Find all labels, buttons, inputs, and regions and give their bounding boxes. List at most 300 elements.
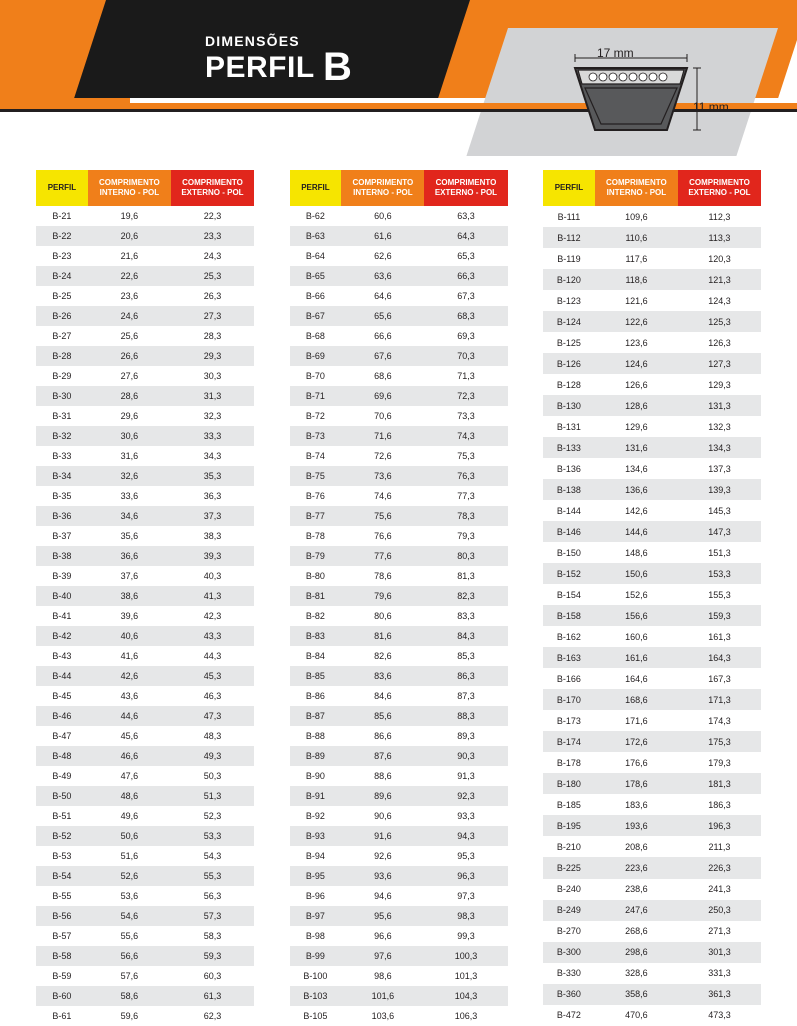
table-row [290,266,508,286]
table-row [543,963,761,984]
table-header-3 [543,170,761,206]
cell-comprimento-interno: 20,6 [120,231,139,241]
cell-comprimento-externo: 34,3 [203,451,222,461]
cell-comprimento-externo: 99,3 [457,931,475,941]
cell-comprimento-externo: 66,3 [457,271,475,281]
cell-perfil: B-360 [556,989,581,1000]
cell-comprimento-interno: 193,6 [625,820,648,831]
table-row [543,500,761,521]
cell-comprimento-interno: 126,6 [625,379,648,390]
cell-perfil: B-43 [52,651,72,661]
cell-perfil: B-150 [556,547,581,558]
cell-comprimento-externo: 100,3 [454,951,478,961]
cell-perfil: B-82 [305,611,325,621]
table-row [290,526,508,546]
cell-comprimento-interno: 171,6 [625,715,648,726]
cell-comprimento-interno: 78,6 [374,571,392,581]
table-row [543,794,761,815]
table-row [36,546,254,566]
table-row [36,886,254,906]
table-row [290,586,508,606]
cell-perfil: B-130 [556,400,581,411]
table-row [36,966,254,986]
cell-perfil: B-249 [556,905,581,916]
belt-cross-section-icon [545,30,760,150]
cell-perfil: B-180 [556,778,581,789]
cell-comprimento-interno: 124,6 [625,358,648,369]
cell-comprimento-interno: 50,6 [120,831,139,841]
cell-comprimento-externo: 92,3 [457,791,475,801]
table-row [290,566,508,586]
table-row [543,626,761,647]
cell-perfil: B-66 [305,291,325,301]
cell-perfil: B-195 [556,820,581,831]
cell-perfil: B-126 [556,358,581,369]
table-row [543,984,761,1005]
cell-comprimento-externo: 31,3 [203,391,222,401]
cell-comprimento-interno: 37,6 [120,571,139,581]
cell-perfil: B-77 [305,511,325,521]
cell-comprimento-interno: 51,6 [120,851,139,861]
cell-perfil: B-146 [556,526,581,537]
cell-comprimento-interno: 80,6 [374,611,392,621]
cell-perfil: B-29 [52,371,72,381]
cell-perfil: B-89 [305,751,325,761]
cell-comprimento-externo: 159,3 [708,610,731,621]
cell-perfil: B-69 [305,351,325,361]
cell-comprimento-interno: 117,6 [625,253,648,264]
table-row [290,666,508,686]
belt-diagram [545,30,760,150]
cell-comprimento-interno: 24,6 [120,311,139,321]
table-row [290,766,508,786]
cell-comprimento-externo: 64,3 [457,231,475,241]
cell-perfil: B-64 [305,251,325,261]
cell-comprimento-externo: 58,3 [203,931,222,941]
cell-comprimento-externo: 96,3 [457,871,475,881]
cell-perfil: B-128 [556,379,581,390]
cell-comprimento-externo: 37,3 [203,511,222,521]
cell-comprimento-externo: 42,3 [203,611,222,621]
cell-comprimento-interno: 144,6 [625,526,648,537]
cell-perfil: B-50 [52,791,72,801]
cell-comprimento-interno: 150,6 [625,568,648,579]
table-row [290,466,508,486]
cell-comprimento-interno: 109,6 [625,211,648,222]
table-row [543,773,761,794]
cell-perfil: B-40 [52,591,72,601]
cell-comprimento-externo: 57,3 [203,911,222,921]
cell-comprimento-interno: 68,6 [374,371,392,381]
cell-comprimento-externo: 112,3 [708,211,731,222]
cell-comprimento-externo: 175,3 [708,736,731,747]
cell-comprimento-externo: 48,3 [203,731,222,741]
cell-perfil: B-27 [52,331,72,341]
cell-comprimento-interno: 94,6 [374,891,392,901]
cell-comprimento-externo: 90,3 [457,751,475,761]
table-row [36,806,254,826]
dimension-table-1 [36,170,254,1026]
cell-comprimento-externo: 104,3 [454,991,478,1001]
cell-comprimento-interno: 48,6 [120,791,139,801]
cell-comprimento-interno: 57,6 [120,971,139,981]
column-header-interno: COMPRIMENTO INTERNO - POL [341,170,424,206]
cell-comprimento-externo: 71,3 [457,371,475,381]
column-header-perfil: PERFIL [543,170,595,206]
cell-comprimento-interno: 128,6 [625,400,648,411]
cell-perfil: B-60 [52,991,72,1001]
cell-comprimento-externo: 331,3 [708,968,731,979]
cell-perfil: B-41 [52,611,72,621]
cell-comprimento-externo: 174,3 [708,715,731,726]
table-row [290,866,508,886]
table-row [543,248,761,269]
cell-comprimento-externo: 120,3 [708,253,731,264]
cell-comprimento-externo: 153,3 [708,568,731,579]
table-row [36,286,254,306]
cell-comprimento-externo: 55,3 [203,871,222,881]
table-row [36,626,254,646]
cell-comprimento-externo: 75,3 [457,451,475,461]
cell-perfil: B-174 [556,736,581,747]
cell-comprimento-externo: 211,3 [708,841,731,852]
cell-comprimento-interno: 89,6 [374,791,392,801]
cell-comprimento-externo: 83,3 [457,611,475,621]
cell-perfil: B-61 [52,1011,72,1021]
table-row [543,437,761,458]
table-row [290,246,508,266]
cell-perfil: B-34 [52,471,72,481]
table-body-3 [543,206,761,1026]
cell-comprimento-interno: 74,6 [374,491,392,501]
cell-comprimento-externo: 52,3 [203,811,222,821]
cell-comprimento-externo: 67,3 [457,291,475,301]
table-row [290,626,508,646]
cell-perfil: B-95 [305,871,325,881]
cell-perfil: B-38 [52,551,72,561]
cell-comprimento-externo: 50,3 [203,771,222,781]
table-row [36,786,254,806]
table-row [290,546,508,566]
cell-comprimento-externo: 40,3 [203,571,222,581]
cell-perfil: B-138 [556,484,581,495]
table-row [290,226,508,246]
table-row [543,857,761,878]
cell-comprimento-externo: 43,3 [203,631,222,641]
table-row [36,706,254,726]
table-row [290,326,508,346]
cell-comprimento-interno: 85,6 [374,711,392,721]
table-row [543,731,761,752]
table-row [543,647,761,668]
cell-comprimento-interno: 298,6 [625,947,648,958]
cell-comprimento-interno: 46,6 [120,751,139,761]
cell-comprimento-externo: 271,3 [708,926,731,937]
cell-perfil: B-178 [556,757,581,768]
cell-comprimento-externo: 124,3 [708,295,731,306]
cell-comprimento-interno: 84,6 [374,691,392,701]
cell-perfil: B-125 [556,337,581,348]
cell-comprimento-externo: 30,3 [203,371,222,381]
cell-perfil: B-152 [556,568,581,579]
cell-comprimento-externo: 53,3 [203,831,222,841]
table-row [36,646,254,666]
cell-comprimento-interno: 103,6 [371,1011,395,1021]
cell-comprimento-externo: 63,3 [457,211,475,221]
cell-perfil: B-47 [52,731,72,741]
cell-perfil: B-62 [305,211,325,221]
cell-comprimento-externo: 88,3 [457,711,475,721]
cell-comprimento-externo: 77,3 [457,491,475,501]
column-header-externo: COMPRIMENTO EXTERNO - POL [171,170,254,206]
table-row [290,1006,508,1026]
cell-comprimento-externo: 69,3 [457,331,475,341]
cell-comprimento-interno: 168,6 [625,694,648,705]
cell-comprimento-externo: 76,3 [457,471,475,481]
table-row [543,921,761,942]
cell-perfil: B-300 [556,947,581,958]
table-row [543,206,761,227]
table-row [36,246,254,266]
cell-perfil: B-52 [52,831,72,841]
cell-comprimento-interno: 268,6 [625,926,648,937]
cell-comprimento-interno: 64,6 [374,291,392,301]
cell-perfil: B-32 [52,431,72,441]
table-row [290,446,508,466]
cell-comprimento-externo: 87,3 [457,691,475,701]
table-row [543,563,761,584]
column-header-externo: COMPRIMENTO EXTERNO - POL [424,170,507,206]
cell-comprimento-externo: 26,3 [203,291,222,301]
table-row [36,926,254,946]
cell-comprimento-interno: 83,6 [374,671,392,681]
table-row [543,879,761,900]
cell-comprimento-interno: 72,6 [374,451,392,461]
cell-perfil: B-144 [556,505,581,516]
table-row [290,286,508,306]
cell-perfil: B-154 [556,589,581,600]
cell-comprimento-externo: 129,3 [708,379,731,390]
table-row [290,706,508,726]
cell-perfil: B-133 [556,442,581,453]
cell-comprimento-externo: 36,3 [203,491,222,501]
cell-comprimento-interno: 36,6 [120,551,139,561]
table-row [290,826,508,846]
cell-perfil: B-93 [305,831,325,841]
cell-comprimento-interno: 59,6 [120,1011,139,1021]
table-row [36,266,254,286]
cell-comprimento-interno: 22,6 [120,271,139,281]
cell-comprimento-interno: 79,6 [374,591,392,601]
cell-perfil: B-73 [305,431,325,441]
cell-perfil: B-58 [52,951,72,961]
table-row [543,668,761,689]
cell-comprimento-interno: 172,6 [625,736,648,747]
cell-perfil: B-170 [556,694,581,705]
cell-comprimento-externo: 132,3 [708,421,731,432]
cell-comprimento-interno: 54,6 [120,911,139,921]
cell-comprimento-externo: 38,3 [203,531,222,541]
table-row [36,686,254,706]
cell-comprimento-interno: 71,6 [374,431,392,441]
cell-perfil: B-57 [52,931,72,941]
cell-comprimento-externo: 32,3 [203,411,222,421]
table-row [290,746,508,766]
cell-comprimento-externo: 70,3 [457,351,475,361]
cell-comprimento-interno: 33,6 [120,491,139,501]
table-row [290,966,508,986]
page-title-letter: B [322,45,353,89]
cell-comprimento-externo: 54,3 [203,851,222,861]
cell-comprimento-externo: 80,3 [457,551,475,561]
table-row [36,586,254,606]
cell-comprimento-externo: 22,3 [203,211,222,221]
cell-perfil: B-85 [305,671,325,681]
cell-comprimento-interno: 122,6 [625,316,648,327]
cell-comprimento-interno: 91,6 [374,831,392,841]
table-row [543,269,761,290]
cell-comprimento-externo: 65,3 [457,251,475,261]
table-row [543,752,761,773]
dimension-table-2 [290,170,508,1026]
table-row [543,311,761,332]
cell-perfil: B-162 [556,631,581,642]
table-row [36,206,254,226]
cell-comprimento-interno: 63,6 [374,271,392,281]
cell-comprimento-interno: 26,6 [120,351,139,361]
table-row [290,606,508,626]
cell-comprimento-externo: 361,3 [708,989,731,1000]
table-row [36,526,254,546]
cell-perfil: B-163 [556,652,581,663]
cell-comprimento-externo: 60,3 [203,971,222,981]
cell-comprimento-interno: 97,6 [374,951,392,961]
cell-perfil: B-210 [556,841,581,852]
table-row [543,1005,761,1026]
cell-perfil: B-45 [52,691,72,701]
cell-comprimento-interno: 134,6 [625,463,648,474]
cell-comprimento-interno: 27,6 [120,371,139,381]
cell-comprimento-externo: 45,3 [203,671,222,681]
cell-comprimento-externo: 25,3 [203,271,222,281]
cell-comprimento-interno: 77,6 [374,551,392,561]
cell-perfil: B-81 [305,591,325,601]
cell-comprimento-externo: 164,3 [708,652,731,663]
table-row [36,606,254,626]
cell-comprimento-externo: 125,3 [708,316,731,327]
cell-comprimento-interno: 176,6 [625,757,648,768]
cell-perfil: B-59 [52,971,72,981]
table-row [290,926,508,946]
cell-perfil: B-98 [305,931,325,941]
cell-perfil: B-96 [305,891,325,901]
cell-perfil: B-90 [305,771,325,781]
cell-comprimento-interno: 29,6 [120,411,139,421]
cell-perfil: B-131 [556,421,581,432]
table-row [543,290,761,311]
cell-comprimento-externo: 127,3 [708,358,731,369]
cell-comprimento-interno: 65,6 [374,311,392,321]
cell-perfil: B-71 [305,391,325,401]
cell-perfil: B-24 [52,271,72,281]
cell-comprimento-externo: 35,3 [203,471,222,481]
cell-comprimento-interno: 95,6 [374,911,392,921]
cell-perfil: B-105 [303,1011,328,1021]
cell-comprimento-interno: 81,6 [374,631,392,641]
table-row [543,479,761,500]
cell-comprimento-interno: 49,6 [120,811,139,821]
cell-comprimento-interno: 55,6 [120,931,139,941]
cell-comprimento-interno: 87,6 [374,751,392,761]
cell-comprimento-externo: 84,3 [457,631,475,641]
cell-comprimento-interno: 160,6 [625,631,648,642]
cell-perfil: B-55 [52,891,72,901]
cell-perfil: B-99 [305,951,325,961]
header-title-group [205,33,353,89]
cell-comprimento-interno: 45,6 [120,731,139,741]
table-row [290,786,508,806]
table-row [36,866,254,886]
table-row [543,521,761,542]
table-row [543,353,761,374]
cell-comprimento-interno: 47,6 [120,771,139,781]
table-row [36,566,254,586]
cell-comprimento-interno: 76,6 [374,531,392,541]
cell-comprimento-externo: 33,3 [203,431,222,441]
cell-perfil: B-74 [305,451,325,461]
cell-comprimento-externo: 89,3 [457,731,475,741]
cell-perfil: B-124 [556,316,581,327]
cell-perfil: B-86 [305,691,325,701]
cell-comprimento-interno: 39,6 [120,611,139,621]
table-row [290,486,508,506]
table-row [36,386,254,406]
cell-comprimento-externo: 126,3 [708,337,731,348]
column-header-perfil: PERFIL [36,170,88,206]
cell-comprimento-externo: 145,3 [708,505,731,516]
table-row [36,726,254,746]
table-row [36,846,254,866]
cell-perfil: B-49 [52,771,72,781]
cell-perfil: B-39 [52,571,72,581]
cell-comprimento-interno: 40,6 [120,631,139,641]
cell-comprimento-interno: 101,6 [371,991,395,1001]
cell-comprimento-interno: 92,6 [374,851,392,861]
column-header-perfil: PERFIL [290,170,342,206]
cell-perfil: B-68 [305,331,325,341]
cell-comprimento-externo: 241,3 [708,884,731,894]
cell-perfil: B-70 [305,371,325,381]
cell-comprimento-interno: 118,6 [625,274,648,285]
cell-comprimento-interno: 56,6 [120,951,139,961]
cell-perfil: B-56 [52,911,72,921]
table-row [36,306,254,326]
cell-perfil: B-54 [52,871,72,881]
cell-comprimento-interno: 73,6 [374,471,392,481]
belt-height-label: 11 mm [693,100,729,114]
cell-perfil: B-28 [52,351,72,361]
table-row [290,646,508,666]
cell-comprimento-interno: 35,6 [120,531,139,541]
table-row [290,426,508,446]
cell-perfil: B-112 [557,232,581,243]
cell-comprimento-interno: 131,6 [625,442,648,453]
cell-perfil: B-79 [305,551,325,561]
cell-comprimento-externo: 226,3 [708,862,731,873]
cell-comprimento-interno: 156,6 [625,610,648,621]
cell-comprimento-externo: 86,3 [457,671,475,681]
cell-comprimento-externo: 85,3 [457,651,475,661]
